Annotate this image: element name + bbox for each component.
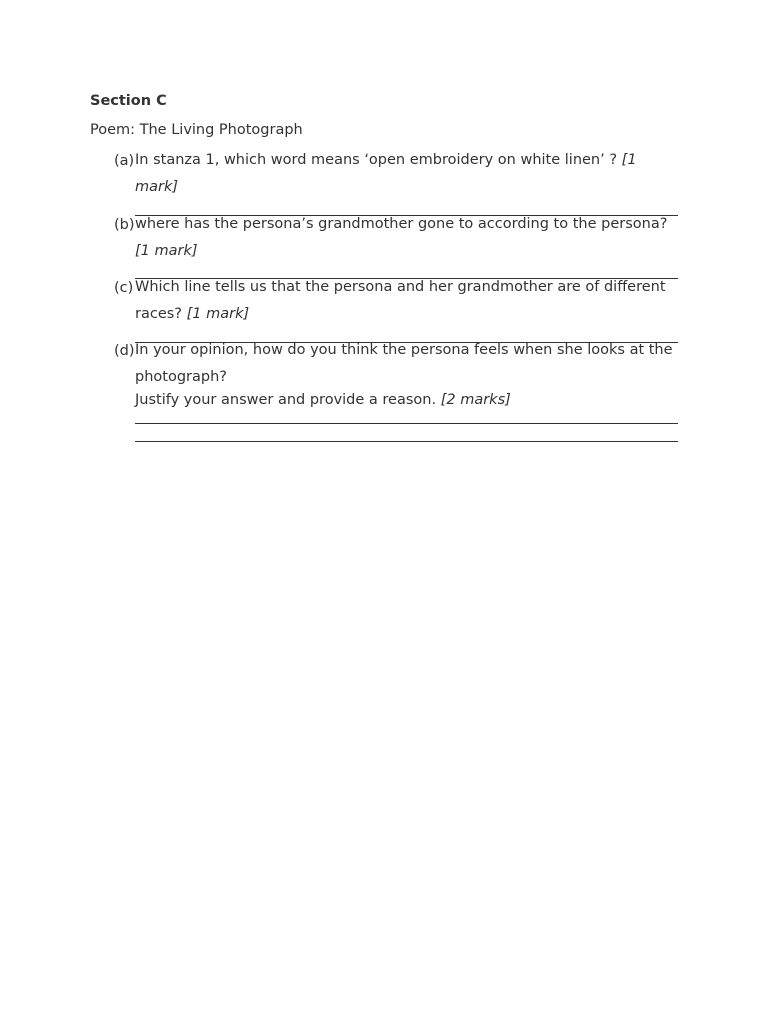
question-body: In your opinion, how do you think the persona feels when she looks at the photograph?	[135, 342, 673, 385]
question-letter: (c)	[114, 280, 134, 296]
mark-allocation: [1 mark]	[135, 243, 198, 259]
question-letter: (d)	[114, 343, 135, 359]
question-letter: (a)	[114, 153, 135, 169]
question-body: where has the persona’s grandmother gone to according to the persona?	[135, 216, 668, 232]
question-text	[135, 147, 678, 201]
question-follow-up	[135, 391, 678, 409]
mark-allocation: [1 mark]	[186, 306, 250, 322]
mark-allocation: [2 marks]	[440, 392, 511, 408]
answer-line[interactable]	[135, 423, 678, 424]
section-heading: Section C	[90, 93, 167, 109]
poem-title: Poem: The Living Photograph	[90, 122, 303, 138]
question-text	[135, 337, 678, 409]
question-letter: (b)	[114, 217, 135, 233]
question-text	[135, 211, 678, 265]
mark-allocation: [1 mark]	[135, 152, 637, 195]
question-body: Which line tells us that the persona and her grandmother are of different races?	[135, 279, 666, 322]
answer-line[interactable]	[135, 441, 678, 442]
question-body: In stanza 1, which word means ‘open embroidery on white linen’ ?	[135, 152, 622, 168]
question-text	[135, 274, 678, 328]
question-body-2: Justify your answer and provide a reason.	[135, 392, 441, 408]
